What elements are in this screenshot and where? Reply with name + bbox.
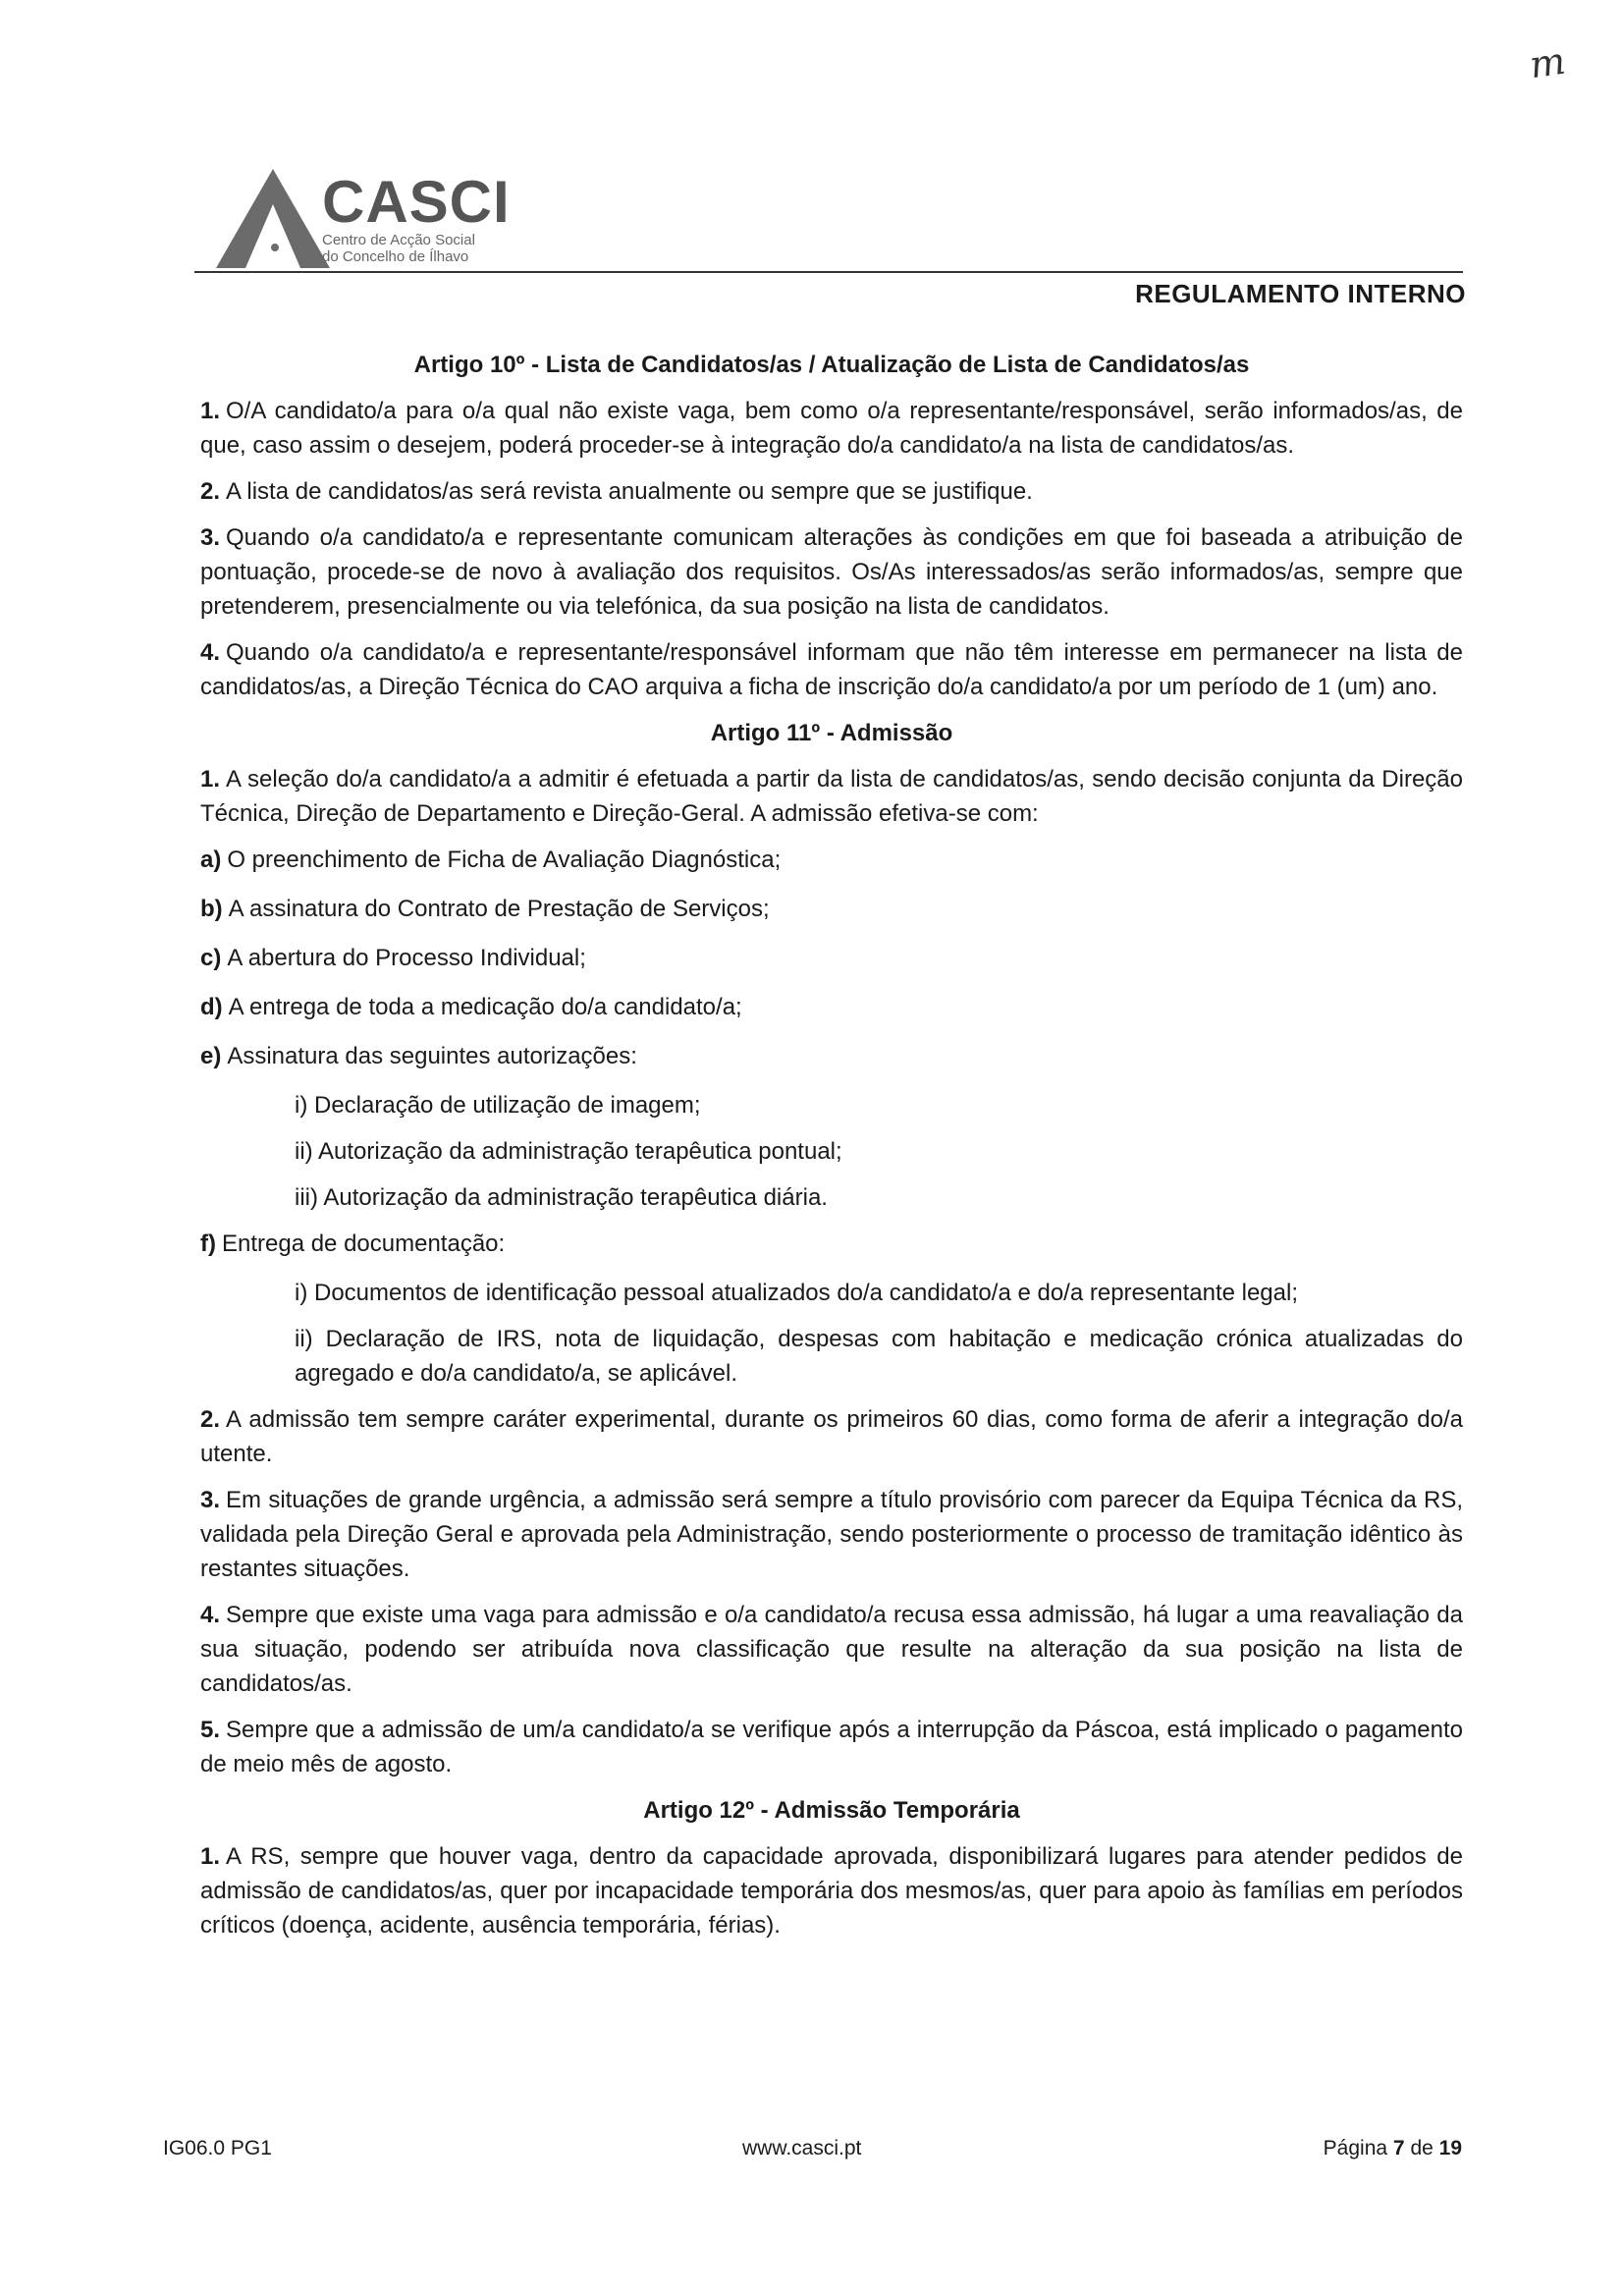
article-10-paragraph-2: [200, 474, 1463, 509]
sub-item-e-ii: ii) Autorização da administração terapêutica pontual;: [295, 1138, 842, 1165]
article-12-paragraph-1: [200, 1839, 1463, 1942]
article-11-paragraph-1: [200, 762, 1463, 831]
list-item-b: [200, 892, 1463, 926]
footer-document-code: IG06.0 PG1: [163, 2137, 272, 2159]
document-body: [200, 348, 1463, 1954]
item-label: f): [200, 1230, 216, 1257]
item-text: A entrega de toda a medicação do/a candidato/a;: [228, 994, 742, 1020]
footer-website[interactable]: www.casci.pt: [742, 2137, 862, 2159]
list-item-a: [200, 843, 1463, 877]
paragraph-text: A RS, sempre que houver vaga, dentro da capacidade aprovada, disponibilizará lugares para atender pedidos de admissão de candidatos/as, quer por incapacidade temporária dos mesmos/as, quer para apoio às famílias em períodos críticos (doença, acidente, ausência temporária, férias).: [200, 1843, 1463, 1939]
item-text: Entrega de documentação:: [221, 1230, 506, 1257]
item-text: Assinatura das seguintes autorizações:: [227, 1043, 637, 1069]
paragraph-text: A seleção do/a candidato/a a admitir é efetuada a partir da lista de candidatos/as, sendo decisão conjunta da Direção Técnica, Direção de Departamento e Direção-Geral. A admissão efetiva-se com:: [200, 766, 1463, 827]
paragraph-text: Sempre que existe uma vaga para admissão e o/a candidato/a recusa essa admissão, há lugar a uma reavaliação da sua situação, podendo ser atribuída nova classificação que resulte na alteração da sua posição na lista de candidatos/as.: [200, 1602, 1463, 1697]
article-10-heading: Artigo 10º - Lista de Candidatos/as / Atualização de Lista de Candidatos/as: [413, 352, 1250, 378]
article-10-paragraph-1: [200, 394, 1463, 463]
paragraph-text: Sempre que a admissão de um/a candidato/a se verifique após a interrupção da Páscoa, está implicado o pagamento de meio mês de agosto.: [200, 1717, 1463, 1777]
paragraph-number: 2.: [200, 1406, 221, 1433]
article-11-paragraph-4: [200, 1598, 1463, 1701]
handwritten-initials: m: [1527, 38, 1568, 87]
paragraph-text: O/A candidato/a para o/a qual não existe vaga, bem como o/a representante/responsável, serão informados/as, de que, caso assim o desejem, poderá proceder-se à integração do/a candidato/a na lista de candidatos/as.: [200, 398, 1463, 459]
article-11-paragraph-3: [200, 1483, 1463, 1586]
paragraph-number: 1.: [200, 398, 221, 424]
paragraph-text: Em situações de grande urgência, a admissão será sempre a título provisório com parecer da Equipa Técnica da RS, validada pela Direção Geral e aprovada pela Administração, sendo posteriormente o processo de tramitação idêntico às restantes situações.: [200, 1487, 1463, 1582]
list-item-f: [200, 1227, 1463, 1261]
document-title: REGULAMENTO INTERNO: [1135, 279, 1466, 308]
item-text: O preenchimento de Ficha de Avaliação Diagnóstica;: [227, 847, 782, 873]
paragraph-number: 4.: [200, 639, 221, 666]
brand-subtitle-line1: Centro de Acção Social: [322, 232, 475, 248]
sub-item-e-i: i) Declaração de utilização de imagem;: [295, 1092, 701, 1119]
article-11-heading: Artigo 11º - Admissão: [710, 720, 953, 746]
brand-name: CASCI: [322, 169, 511, 235]
article-12-heading: Artigo 12º - Admissão Temporária: [643, 1797, 1020, 1824]
article-10-paragraph-4: [200, 635, 1463, 704]
paragraph-text: A admissão tem sempre caráter experimental, durante os primeiros 60 dias, como forma de aferir a integração do/a utente.: [200, 1406, 1463, 1467]
item-text: A abertura do Processo Individual;: [227, 945, 586, 971]
header-divider: [194, 271, 1463, 273]
list-item-c: [200, 941, 1463, 975]
paragraph-number: 1.: [200, 1843, 221, 1870]
paragraph-text: Quando o/a candidato/a e representante comunicam alterações às condições em que foi baseada a atribuição de pontuação, procede-se de novo à avaliação dos requisitos. Os/As interessados/as serão informados/as, sempre que pretenderem, presencialmente ou via telefónica, da sua posição na lista de candidatos.: [200, 524, 1463, 620]
page-current: 7: [1392, 2137, 1405, 2159]
paragraph-number: 5.: [200, 1717, 221, 1743]
paragraph-number: 1.: [200, 766, 221, 793]
paragraph-number: 4.: [200, 1602, 221, 1628]
list-item-e: [200, 1039, 1463, 1073]
article-10-paragraph-3: [200, 520, 1463, 624]
list-item-d: [200, 990, 1463, 1024]
paragraph-text: Quando o/a candidato/a e representante/responsável informam que não têm interesse em permanecer na lista de candidatos/as, a Direção Técnica do CAO arquiva a ficha de inscrição do/a candidato/a por um período de 1 (um) ano.: [200, 639, 1463, 700]
item-label: e): [200, 1043, 222, 1069]
casci-logo-icon: [214, 167, 332, 270]
sub-item-e-iii: iii) Autorização da administração terapêutica diária.: [295, 1184, 828, 1211]
sub-item-f-ii: ii) Declaração de IRS, nota de liquidação, despesas com habitação e medicação crónica atualizadas do agregado e do/a candidato/a, se aplicável.: [295, 1326, 1463, 1387]
brand-block: [322, 169, 511, 265]
item-label: d): [200, 994, 223, 1020]
brand-subtitle-line2: do Concelho de Ílhavo: [322, 248, 469, 265]
paragraph-number: 2.: [200, 478, 221, 505]
item-label: a): [200, 847, 222, 873]
item-label: b): [200, 896, 223, 922]
page-total: 19: [1438, 2137, 1462, 2159]
item-label: c): [200, 945, 222, 971]
article-11-paragraph-5: [200, 1713, 1463, 1781]
item-text: A assinatura do Contrato de Prestação de Serviços;: [228, 896, 770, 922]
paragraph-text: A lista de candidatos/as será revista anualmente ou sempre que se justifique.: [226, 478, 1033, 505]
page-label: Página: [1323, 2137, 1388, 2159]
article-11-paragraph-2: [200, 1402, 1463, 1471]
footer-page-number: [1324, 2137, 1462, 2160]
paragraph-number: 3.: [200, 524, 221, 551]
page-of: de: [1410, 2137, 1434, 2159]
sub-item-f-i: i) Documentos de identificação pessoal atualizados do/a candidato/a e do/a representante legal;: [295, 1280, 1299, 1306]
paragraph-number: 3.: [200, 1487, 221, 1513]
